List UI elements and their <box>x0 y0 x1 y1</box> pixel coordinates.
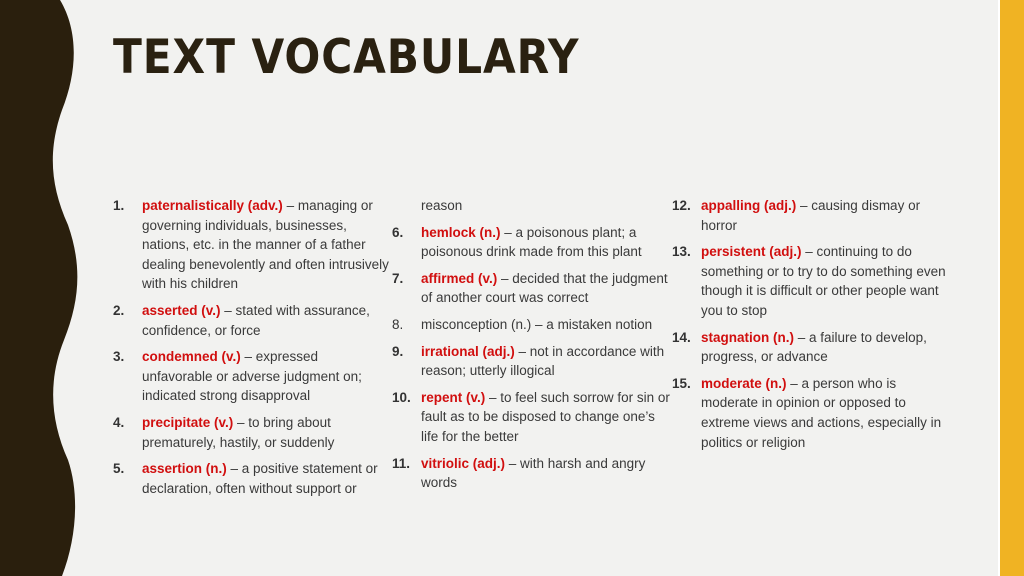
vocab-definition: – decided that the judgment of another court was correct <box>421 270 668 306</box>
vocab-item <box>113 413 391 452</box>
vocab-definition: – expressed unfavorable or adverse judgment on; indicated strong disapproval <box>142 349 362 404</box>
vocab-term: moderate (n.) <box>701 375 787 391</box>
item-number: 15. <box>672 375 691 391</box>
vocab-item <box>672 196 954 235</box>
wavy-border-shape <box>0 0 77 576</box>
vocab-definition: – with harsh and angry words <box>421 455 646 491</box>
vocab-definition: – a positive statement or declaration, often without support or <box>142 461 378 496</box>
item-number: 12. <box>672 198 691 213</box>
vocab-definition: – to feel such sorrow for sin or fault as to be disposed to change one’s life for the better <box>421 389 670 444</box>
vocab-term: paternalistically (adv.) <box>142 198 283 213</box>
vocab-definition: – causing dismay or horror <box>701 198 921 233</box>
item-number: 7. <box>392 270 404 286</box>
vocab-definition: – a failure to develop, progress, or advance <box>701 329 927 365</box>
vocab-term: affirmed (v.) <box>421 270 498 286</box>
vocab-item <box>113 196 391 294</box>
vocab-term: persistent (adj.) <box>701 244 802 260</box>
vocab-item <box>113 459 391 498</box>
item-number: 9. <box>392 343 404 359</box>
vocab-item <box>392 342 674 381</box>
item-number: 10. <box>392 389 411 405</box>
vocab-item <box>392 269 674 308</box>
vocab-term: misconception (n.) <box>421 316 532 332</box>
vocab-definition: – a mistaken notion <box>531 316 653 332</box>
item-number: 1. <box>113 198 125 213</box>
item-number: 2. <box>113 302 125 318</box>
item-number: 4. <box>113 414 125 430</box>
vocab-item <box>113 347 391 406</box>
vocab-definition: – to bring about prematurely, hastily, or suddenly <box>142 414 335 450</box>
vocab-item <box>392 223 674 262</box>
vocab-item <box>672 374 954 452</box>
item-number: 14. <box>672 329 691 345</box>
vocab-definition: – a poisonous plant; a poisonous drink made from this plant <box>421 224 642 260</box>
vocab-term: irrational (adj.) <box>421 343 515 359</box>
vocab-term: stagnation (n.) <box>701 329 794 345</box>
slide-title: TEXT VOCABULARY <box>113 30 580 85</box>
item-number: 6. <box>392 224 404 240</box>
item-number: 13. <box>672 244 691 260</box>
vocab-term: vitriolic (adj.) <box>421 455 506 471</box>
vocab-item <box>672 242 954 320</box>
vocab-continuation: reason <box>421 198 463 213</box>
vocab-term: condemned (v.) <box>142 349 241 365</box>
vocab-definition: – not in accordance with reason; utterly illogical <box>421 343 665 379</box>
vocab-item <box>113 301 391 340</box>
vocab-item <box>392 454 674 493</box>
vocab-definition: – continuing to do something or to try to do something even though it is difficult or other people want you to stop <box>701 244 946 318</box>
item-number: 5. <box>113 461 125 477</box>
vocab-term: appalling (adj.) <box>701 198 797 213</box>
item-number: 8. <box>392 316 404 332</box>
item-number: 3. <box>113 349 125 365</box>
vocab-term: precipitate (v.) <box>142 414 234 430</box>
vocab-definition: – stated with assurance, confidence, or force <box>142 302 370 338</box>
vocab-column-3 <box>672 196 954 459</box>
vocab-item <box>392 315 674 335</box>
item-number: 11. <box>392 455 411 471</box>
vocab-term: asserted (v.) <box>142 302 221 318</box>
vocab-item <box>392 388 674 447</box>
vocab-term: hemlock (n.) <box>421 224 501 240</box>
vocab-column-1 <box>113 196 391 505</box>
vocab-column-2 <box>392 196 674 500</box>
vocab-term: repent (v.) <box>421 389 486 405</box>
vocab-term: assertion (n.) <box>142 461 227 477</box>
vocab-definition: – a person who is moderate in opinion or opposed to extreme views and actions, especially in politics or religion <box>701 375 942 450</box>
right-accent-strip <box>1000 0 1024 576</box>
wavy-left-border <box>0 0 80 576</box>
vocab-definition: – managing or governing individuals, businesses, nations, etc. in the manner of a father dealing benevolently and often intrusively with his children <box>142 198 389 292</box>
vocab-item <box>672 328 954 367</box>
